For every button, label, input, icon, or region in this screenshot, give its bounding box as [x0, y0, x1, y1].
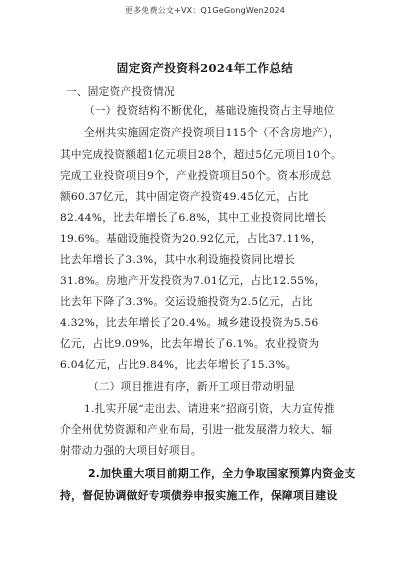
paragraph-line: 额60.37亿元，其中固定资产投资49.45亿元，占比	[60, 191, 309, 203]
paragraph-line: 全州共实施固定资产投资项目115个（不含房地产），	[84, 127, 340, 139]
paragraph-line: 比去年下降了3.3%。交运设施投资为2.5亿元，占比	[60, 296, 313, 308]
section-heading: 一、固定资产投资情况	[66, 86, 175, 98]
document-title: 固定资产投资科2024年工作总结	[116, 61, 294, 75]
subsection-heading: （一）投资结构不断优化，基础设施投资占主导地位	[84, 105, 335, 117]
paragraph-line: 介全州优势资源和产业布局，引进一批发展潜力较大、辐	[60, 424, 333, 436]
paragraph-line: 1.扎实开展“走出去、请进来”招商引资，大力宣传推	[84, 403, 335, 415]
paragraph-line: 其中完成投资额超1亿元项目28个，超过5亿元项目10个。	[60, 149, 342, 161]
paragraph-line: 完成工业投资项目9个，产业投资项目50个。资本形成总	[60, 170, 332, 182]
bold-paragraph-line: 2.加快重大项目前期工作，全力争取国家预算内资金支	[88, 467, 356, 480]
paragraph-line: 射带动力强的大项目好项目。	[60, 445, 202, 457]
paragraph-line: 比去年增长了3.3%，其中水利设施投资同比增长	[60, 254, 296, 266]
subsection-heading: （二）项目推进有序，新开工项目带动明显	[88, 381, 295, 393]
paragraph-line: 4.32%，比去年增长了20.4%。城乡建设投资为5.56	[60, 317, 319, 329]
paragraph-line: 19.6%。基础设施投资为20.92亿元，占比37.11%，	[60, 233, 322, 245]
paragraph-line: 31.8%。房地产开发投资为7.01亿元，占比12.55%，	[60, 275, 326, 287]
header-watermark: 更多免费公文+VX：Q1GeGongWen2024	[124, 6, 286, 15]
paragraph-line: 6.04亿元，占比9.84%，比去年增长了15.3%。	[60, 359, 297, 371]
bold-paragraph-line: 持，督促协调做好专项债券申报实施工作，保障项目建设	[60, 489, 338, 502]
paragraph-line: 82.44%，比去年增长了6.8%，其中工业投资同比增长	[60, 212, 327, 224]
paragraph-line: 亿元，占比9.09%，比去年增长了6.1%。农业投资为	[60, 338, 320, 350]
